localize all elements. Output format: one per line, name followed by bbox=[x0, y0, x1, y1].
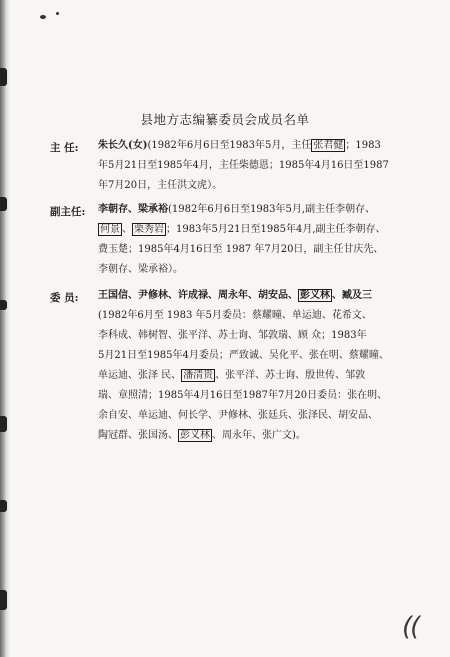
binding-hole bbox=[0, 590, 7, 610]
text-line bbox=[98, 156, 418, 176]
text-segment: ；1983 bbox=[345, 140, 381, 151]
text-segment: 瑞、章照清；1985年4月16日至1987年7月20日委员：张在明、 bbox=[98, 390, 388, 401]
text-line bbox=[98, 306, 418, 326]
text-line bbox=[98, 220, 418, 240]
text-segment: 、臧及三 bbox=[332, 290, 372, 301]
text-line bbox=[98, 286, 418, 306]
text-segment: (1982年6月6日至1983年5月,副主任李朝存、 bbox=[168, 204, 376, 215]
text-line bbox=[98, 426, 418, 446]
text-segment: 朱长久(女) bbox=[98, 140, 148, 151]
text-segment: 5月21日至1985年4月委员；严致诚、吴化平、张在明、蔡耀曈、 bbox=[98, 350, 389, 361]
boxed-name: 彭义林 bbox=[180, 430, 210, 441]
text-line bbox=[98, 346, 418, 366]
section-body bbox=[98, 136, 418, 196]
boxed-name: 潘清贵 bbox=[183, 370, 214, 381]
binding-hole bbox=[0, 68, 7, 86]
boxed-name: 何景 bbox=[100, 224, 120, 235]
text-segment: 李科成、韩树智、张平洋、苏士询、邹敦瑞、顾 众；1983年 bbox=[98, 330, 367, 341]
text-segment: 年7月20日，主任洪文虎）。 bbox=[98, 180, 223, 191]
text-segment: 陶冠群、张国汤、 bbox=[98, 430, 178, 441]
text-segment: 单运迪、张泽 民、 bbox=[98, 370, 182, 381]
text-segment: 年5月21日至1985年4月，主任柴德恩；1985年4月16日至1987 bbox=[98, 160, 389, 171]
binding-hole bbox=[0, 416, 7, 432]
scan-speck bbox=[56, 12, 59, 15]
text-line bbox=[98, 366, 418, 386]
boxed-name: 张君健 bbox=[313, 140, 344, 151]
text-line bbox=[98, 260, 418, 280]
section-label: 委 员: bbox=[50, 292, 79, 304]
binding-hole bbox=[0, 300, 7, 310]
text-segment: (1982年6月6日至1983年5月，主任 bbox=[147, 140, 312, 151]
scan-speck bbox=[40, 15, 46, 19]
text-segment: 、 bbox=[122, 224, 132, 235]
section-label: 主 任: bbox=[50, 142, 79, 154]
section-body bbox=[98, 286, 418, 446]
text-segment: ；1983年5月21日至1985年4月,副主任李朝存、 bbox=[166, 224, 386, 235]
text-line bbox=[98, 240, 418, 260]
text-segment: 余自安、单运迪、何长学、尹修林、张廷兵、张泽民、胡安品、 bbox=[98, 410, 378, 421]
binding-hole bbox=[0, 197, 7, 211]
binding-hole bbox=[0, 500, 7, 512]
text-segment: 李朝存、梁承裕 bbox=[98, 204, 168, 215]
text-segment: (1982年6月至 1983 年5月委员：蔡耀曈、单运迪、花希文、 bbox=[98, 310, 372, 321]
text-line bbox=[98, 326, 418, 346]
text-line bbox=[98, 200, 418, 220]
text-segment: 费玉楚；1985年4月16日至 1987 年7月20日，副主任甘庆先、 bbox=[98, 244, 384, 255]
scan-edge-shadow bbox=[0, 0, 10, 657]
page-title: 县地方志编纂委员会成员名单 bbox=[140, 112, 310, 127]
text-segment: 王国信、尹修林、许成禄、周永年、胡安品、 bbox=[98, 290, 298, 301]
text-segment: 、周永年、张广文)。 bbox=[212, 430, 306, 441]
boxed-name: 栗秀岩 bbox=[134, 224, 164, 235]
text-line bbox=[98, 406, 418, 426]
text-line bbox=[98, 136, 418, 156]
section-label: 副主任: bbox=[50, 206, 86, 218]
text-segment: 、张平洋、苏士询、殷世传、邹敦 bbox=[215, 370, 366, 381]
handwritten-page-mark: (( bbox=[402, 612, 419, 642]
boxed-name: 彭义林 bbox=[300, 290, 330, 301]
section-body bbox=[98, 200, 418, 280]
text-line bbox=[98, 176, 418, 196]
text-line bbox=[98, 386, 418, 406]
text-segment: 李朝存、梁承裕）。 bbox=[98, 264, 183, 275]
